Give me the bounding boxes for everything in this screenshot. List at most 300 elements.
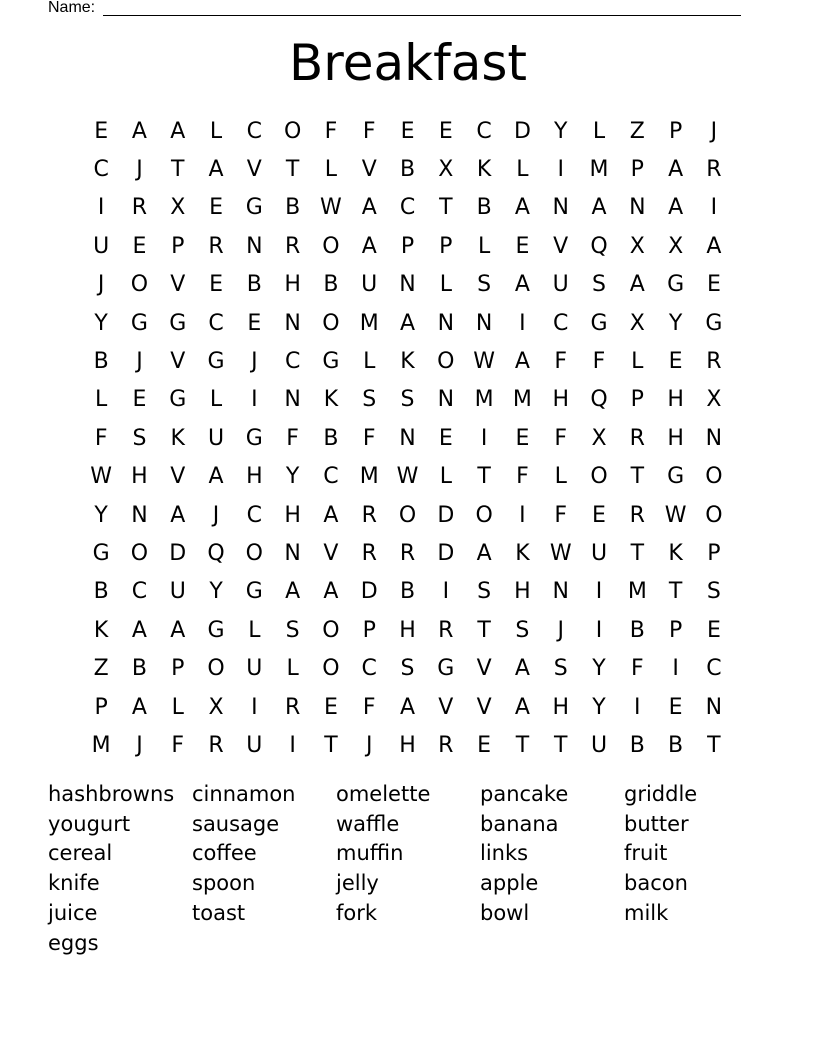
grid-letter: E — [323, 694, 338, 720]
grid-letter: P — [668, 617, 683, 643]
grid-letter: H — [514, 579, 531, 605]
grid-letter: U — [93, 233, 110, 259]
grid-letter: E — [400, 118, 415, 144]
grid-letter: G — [245, 425, 263, 451]
grid-letter: Y — [94, 310, 108, 336]
grid-letter: P — [668, 118, 683, 144]
grid-letter: S — [592, 272, 606, 298]
grid-letter: I — [519, 502, 526, 528]
grid-letter: X — [591, 425, 607, 451]
grid-letter: O — [283, 118, 302, 144]
grid-letter: N — [437, 310, 455, 336]
grid-letter: I — [595, 579, 603, 605]
grid-letter: N — [705, 694, 723, 720]
grid-letter: N — [705, 425, 723, 451]
grid-letter: H — [667, 387, 684, 413]
grid-letter: Y — [592, 656, 606, 682]
grid-letter: W — [549, 540, 572, 566]
grid-letter: L — [248, 617, 261, 643]
grid-letter: O — [322, 617, 340, 643]
grid-letter: A — [399, 694, 416, 720]
grid-letter: A — [514, 195, 530, 221]
grid-letter: E — [94, 118, 109, 144]
grid-letter: L — [324, 157, 338, 183]
grid-letter: C — [706, 656, 722, 682]
grid-letter: M — [359, 464, 379, 490]
grid-letter: H — [131, 464, 148, 490]
grid-letter: R — [706, 157, 722, 183]
word-list — [48, 779, 768, 958]
grid-letter: L — [363, 349, 376, 375]
grid-letter: L — [554, 464, 567, 490]
grid-letter: A — [514, 656, 530, 682]
grid-letter: W — [90, 464, 113, 490]
grid-letter: S — [706, 579, 721, 605]
grid-letter: E — [438, 425, 453, 451]
grid-letter: A — [361, 195, 377, 221]
grid-letter: R — [438, 732, 454, 758]
grid-letter: X — [438, 157, 454, 183]
grid-letter: F — [362, 118, 376, 144]
grid-letter: C — [553, 310, 569, 336]
grid-letter: H — [399, 732, 416, 758]
grid-letter: J — [136, 349, 143, 375]
grid-letter: Y — [553, 118, 568, 144]
grid-letter: Y — [94, 502, 108, 528]
grid-letter: Q — [590, 233, 608, 259]
grid-letter: S — [400, 656, 415, 682]
grid-letter: U — [169, 579, 186, 605]
grid-letter: T — [477, 617, 491, 643]
page-title: Breakfast — [288, 34, 527, 92]
grid-letter: F — [362, 694, 376, 720]
grid-letter: A — [361, 233, 377, 259]
grid-letter: K — [93, 617, 109, 643]
word-list-item: coffee — [192, 841, 257, 866]
grid-letter: J — [212, 502, 220, 528]
grid-letter: A — [131, 617, 147, 643]
grid-letter: A — [668, 157, 684, 183]
grid-letter: V — [170, 272, 186, 298]
grid-letter: P — [171, 656, 185, 682]
grid-letter: G — [437, 656, 455, 682]
grid-letter: C — [131, 579, 148, 605]
grid-letter: P — [439, 233, 453, 259]
grid-letter: D — [513, 118, 531, 144]
grid-letter: A — [131, 694, 147, 720]
word-list-item: spoon — [192, 871, 256, 896]
grid-letter: U — [246, 656, 263, 682]
grid-letter: H — [552, 387, 569, 413]
grid-letter: B — [668, 732, 684, 758]
grid-letter: S — [362, 387, 377, 413]
grid-letter: R — [361, 540, 377, 566]
grid-letter: Z — [93, 656, 109, 682]
grid-letter: L — [286, 656, 299, 682]
grid-letter: O — [398, 502, 417, 528]
grid-letter: I — [710, 195, 718, 221]
grid-letter: M — [474, 387, 494, 413]
grid-letter: W — [473, 349, 495, 375]
grid-letter: R — [399, 540, 416, 566]
grid-letter: D — [437, 502, 455, 528]
grid-letter: I — [97, 195, 105, 221]
grid-letter: O — [322, 310, 340, 336]
grid-letter: B — [476, 195, 492, 221]
grid-letter: P — [94, 694, 108, 720]
grid-letter: A — [591, 195, 607, 221]
grid-letter: T — [630, 464, 645, 490]
grid-letter: I — [480, 425, 488, 451]
grid-letter: G — [169, 387, 187, 413]
grid-letter: D — [360, 579, 378, 605]
grid-letter: B — [399, 157, 416, 183]
grid-letter: G — [169, 310, 187, 336]
grid-letter: D — [169, 540, 187, 566]
grid-letter: C — [476, 118, 492, 144]
grid-letter: O — [475, 502, 493, 528]
word-list-item: bacon — [624, 871, 688, 896]
word-list-item: juice — [48, 901, 98, 926]
grid-letter: A — [476, 540, 492, 566]
grid-letter: C — [399, 195, 416, 221]
grid-letter: E — [247, 310, 262, 336]
grid-letter: O — [130, 540, 149, 566]
grid-letter: H — [246, 464, 263, 490]
grid-letter: V — [553, 233, 569, 259]
word-list-item: cereal — [48, 841, 113, 866]
grid-letter: T — [324, 732, 338, 758]
word-list-item: bowl — [480, 901, 530, 926]
grid-letter: N — [284, 387, 301, 413]
grid-letter: K — [515, 540, 530, 566]
word-list-item: yougurt — [48, 811, 131, 836]
grid-letter: T — [630, 540, 645, 566]
grid-letter: S — [285, 617, 300, 643]
grid-letter: Y — [668, 310, 683, 336]
grid-letter: S — [400, 387, 415, 413]
grid-letter: G — [590, 310, 608, 336]
grid-letter: S — [477, 272, 492, 298]
grid-letter: O — [130, 272, 149, 298]
word-list-item: fruit — [624, 841, 668, 866]
grid-letter: P — [630, 157, 644, 183]
word-list-item: banana — [480, 811, 559, 836]
grid-letter: M — [627, 579, 647, 605]
grid-letter: T — [439, 195, 453, 221]
grid-letter: K — [476, 157, 492, 183]
grid-letter: F — [554, 425, 568, 451]
grid-letter: K — [400, 349, 415, 375]
grid-letter: R — [629, 425, 645, 451]
grid-letter: E — [438, 118, 453, 144]
grid-letter: F — [171, 732, 185, 758]
grid-letter: G — [322, 349, 340, 375]
grid-letter: S — [553, 656, 568, 682]
grid-letter: T — [515, 732, 530, 758]
grid-letter: A — [514, 349, 530, 375]
grid-letter: A — [514, 694, 530, 720]
word-list-item: toast — [192, 901, 246, 926]
word-list-item: muffin — [336, 841, 404, 866]
grid-letter: N — [284, 310, 301, 336]
word-list-item: jelly — [336, 871, 379, 896]
word-list-item: waffle — [336, 811, 400, 836]
grid-letter: F — [516, 464, 529, 490]
grid-letter: X — [208, 694, 224, 720]
grid-letter: E — [132, 387, 147, 413]
grid-letter: P — [400, 233, 415, 259]
grid-letter: J — [251, 349, 258, 375]
grid-letter: V — [361, 157, 377, 183]
grid-letter: Y — [592, 694, 606, 720]
grid-letter: F — [362, 425, 376, 451]
grid-letter: A — [399, 310, 416, 336]
grid-letter: Z — [629, 118, 645, 144]
grid-letter: U — [207, 425, 225, 451]
grid-letter: B — [93, 579, 109, 605]
grid-letter: B — [93, 349, 109, 375]
name-blank-line — [103, 15, 741, 16]
grid-letter: L — [592, 118, 606, 144]
grid-letter: I — [289, 732, 296, 758]
grid-letter: R — [438, 617, 454, 643]
grid-letter: N — [629, 195, 646, 221]
grid-letter: S — [515, 617, 530, 643]
grid-letter: C — [361, 656, 377, 682]
grid-letter: M — [512, 387, 532, 413]
grid-letter: G — [130, 310, 148, 336]
grid-letter: O — [322, 656, 340, 682]
grid-letter: O — [322, 233, 340, 259]
grid-letter: G — [207, 349, 225, 375]
grid-letter: O — [705, 464, 723, 490]
grid-letter: H — [667, 425, 684, 451]
grid-letter: V — [476, 694, 492, 720]
grid-letter: E — [209, 195, 223, 221]
grid-letter: U — [590, 732, 608, 758]
grid-letter: B — [131, 656, 147, 682]
grid-letter: J — [97, 272, 105, 298]
grid-letter: O — [705, 502, 723, 528]
grid-letter: A — [208, 157, 224, 183]
grid-letter: R — [208, 732, 224, 758]
grid-letter: G — [245, 195, 263, 221]
grid-letter: X — [629, 310, 645, 336]
grid-letter: K — [323, 387, 339, 413]
grid-letter: F — [324, 118, 338, 144]
grid-letter: J — [136, 732, 143, 758]
grid-letter: N — [399, 425, 416, 451]
grid-letter: B — [285, 195, 301, 221]
grid-letter: E — [706, 617, 721, 643]
grid-letter: F — [630, 656, 644, 682]
grid-letter: L — [439, 272, 452, 298]
grid-letter: G — [705, 310, 723, 336]
word-list-item: fork — [336, 901, 378, 926]
word-list-item: omelette — [336, 781, 431, 806]
grid-letter: I — [442, 579, 450, 605]
grid-letter: E — [515, 233, 530, 259]
grid-letter: L — [477, 233, 491, 259]
grid-letter: C — [246, 118, 263, 144]
grid-letter: G — [207, 617, 225, 643]
grid-letter: A — [131, 118, 147, 144]
grid-letter: S — [132, 425, 147, 451]
grid-letter: E — [668, 349, 683, 375]
grid-letter: V — [170, 464, 186, 490]
grid-letter: N — [131, 502, 148, 528]
grid-letter: A — [285, 579, 301, 605]
grid-letter: I — [634, 694, 641, 720]
grid-letter: B — [629, 617, 645, 643]
grid-letter: F — [286, 425, 299, 451]
grid-letter: B — [629, 732, 645, 758]
grid-letter: T — [668, 579, 683, 605]
grid-letter: V — [438, 694, 454, 720]
grid-letter: T — [707, 732, 721, 758]
grid-letter: J — [365, 732, 373, 758]
grid-letter: X — [706, 387, 722, 413]
letter-grid — [82, 112, 733, 765]
grid-letter: X — [629, 233, 645, 259]
grid-letter: W — [664, 502, 687, 528]
grid-letter: T — [553, 732, 568, 758]
grid-letter: V — [323, 540, 339, 566]
word-list-item: links — [480, 841, 529, 866]
word-list-item: knife — [48, 871, 100, 896]
grid-letter: E — [209, 272, 223, 298]
grid-letter: U — [590, 540, 608, 566]
word-list-item: griddle — [624, 781, 698, 806]
grid-letter: A — [323, 502, 339, 528]
grid-letter: L — [209, 118, 223, 144]
grid-letter: V — [476, 656, 492, 682]
grid-letter: W — [320, 195, 342, 221]
word-list-item: eggs — [48, 930, 99, 955]
grid-letter: C — [246, 502, 263, 528]
grid-letter: A — [706, 233, 722, 259]
grid-letter: N — [552, 195, 569, 221]
grid-letter: O — [437, 349, 455, 375]
grid-letter: X — [170, 195, 186, 221]
grid-letter: J — [710, 118, 718, 144]
grid-letter: H — [552, 694, 569, 720]
grid-letter: S — [477, 579, 492, 605]
grid-letter: I — [672, 656, 679, 682]
grid-letter: R — [284, 694, 301, 720]
grid-letter: R — [706, 349, 722, 375]
grid-letter: I — [595, 617, 603, 643]
grid-letter: Y — [209, 579, 223, 605]
grid-letter: B — [323, 425, 339, 451]
grid-letter: A — [323, 579, 339, 605]
grid-letter: N — [284, 540, 301, 566]
grid-letter: Q — [590, 387, 608, 413]
grid-letter: T — [171, 157, 185, 183]
grid-letter: Q — [207, 540, 225, 566]
grid-letter: O — [590, 464, 608, 490]
grid-letter: M — [589, 157, 609, 183]
grid-letter: R — [629, 502, 645, 528]
grid-letter: L — [209, 387, 223, 413]
grid-letter: R — [284, 233, 301, 259]
grid-letter: E — [132, 233, 147, 259]
grid-letter: G — [92, 540, 110, 566]
grid-letter: C — [93, 157, 109, 183]
grid-letter: M — [91, 732, 111, 758]
grid-letter: C — [208, 310, 224, 336]
grid-letter: C — [284, 349, 301, 375]
grid-letter: N — [399, 272, 416, 298]
grid-letter: O — [207, 656, 225, 682]
grid-letter: L — [95, 387, 108, 413]
grid-letter: E — [515, 425, 530, 451]
grid-letter: B — [246, 272, 262, 298]
name-label: Name: — [48, 0, 96, 16]
grid-letter: L — [631, 349, 644, 375]
grid-letter: I — [251, 694, 258, 720]
grid-letter: A — [170, 502, 186, 528]
grid-letter: I — [557, 157, 564, 183]
grid-letter: P — [171, 233, 185, 259]
word-list-item: hashbrowns — [48, 781, 175, 806]
grid-letter: Y — [285, 464, 300, 490]
grid-letter: R — [131, 195, 148, 221]
grid-letter: V — [246, 157, 262, 183]
grid-letter: W — [396, 464, 419, 490]
grid-letter: E — [592, 502, 606, 528]
grid-letter: T — [477, 464, 491, 490]
grid-letter: L — [516, 157, 529, 183]
grid-letter: H — [284, 502, 301, 528]
grid-letter: N — [437, 387, 455, 413]
word-list-item: pancake — [480, 781, 569, 806]
grid-letter: A — [170, 617, 186, 643]
grid-letter: I — [519, 310, 526, 336]
grid-letter: A — [514, 272, 530, 298]
grid-letter: L — [439, 464, 452, 490]
grid-letter: F — [554, 349, 568, 375]
grid-letter: A — [668, 195, 684, 221]
grid-letter: P — [707, 540, 721, 566]
grid-letter: N — [246, 233, 263, 259]
grid-letter: P — [630, 387, 644, 413]
grid-letter: E — [477, 732, 492, 758]
grid-letter: F — [592, 349, 606, 375]
grid-letter: U — [361, 272, 378, 298]
grid-letter: K — [668, 540, 683, 566]
grid-letter: J — [136, 157, 143, 183]
grid-letter: G — [667, 272, 685, 298]
grid-letter: E — [668, 694, 683, 720]
grid-letter: H — [399, 617, 416, 643]
grid-letter: L — [171, 694, 184, 720]
grid-letter: E — [706, 272, 721, 298]
word-list-item: sausage — [192, 811, 280, 836]
grid-letter: F — [554, 502, 568, 528]
word-list-item: milk — [624, 901, 669, 926]
grid-letter: M — [359, 310, 379, 336]
grid-letter: R — [361, 502, 377, 528]
word-list-item: apple — [480, 871, 539, 896]
grid-letter: H — [284, 272, 301, 298]
grid-letter: P — [362, 617, 376, 643]
grid-letter: O — [245, 540, 263, 566]
grid-letter: G — [667, 464, 685, 490]
grid-letter: T — [285, 157, 300, 183]
grid-letter: J — [557, 617, 564, 643]
